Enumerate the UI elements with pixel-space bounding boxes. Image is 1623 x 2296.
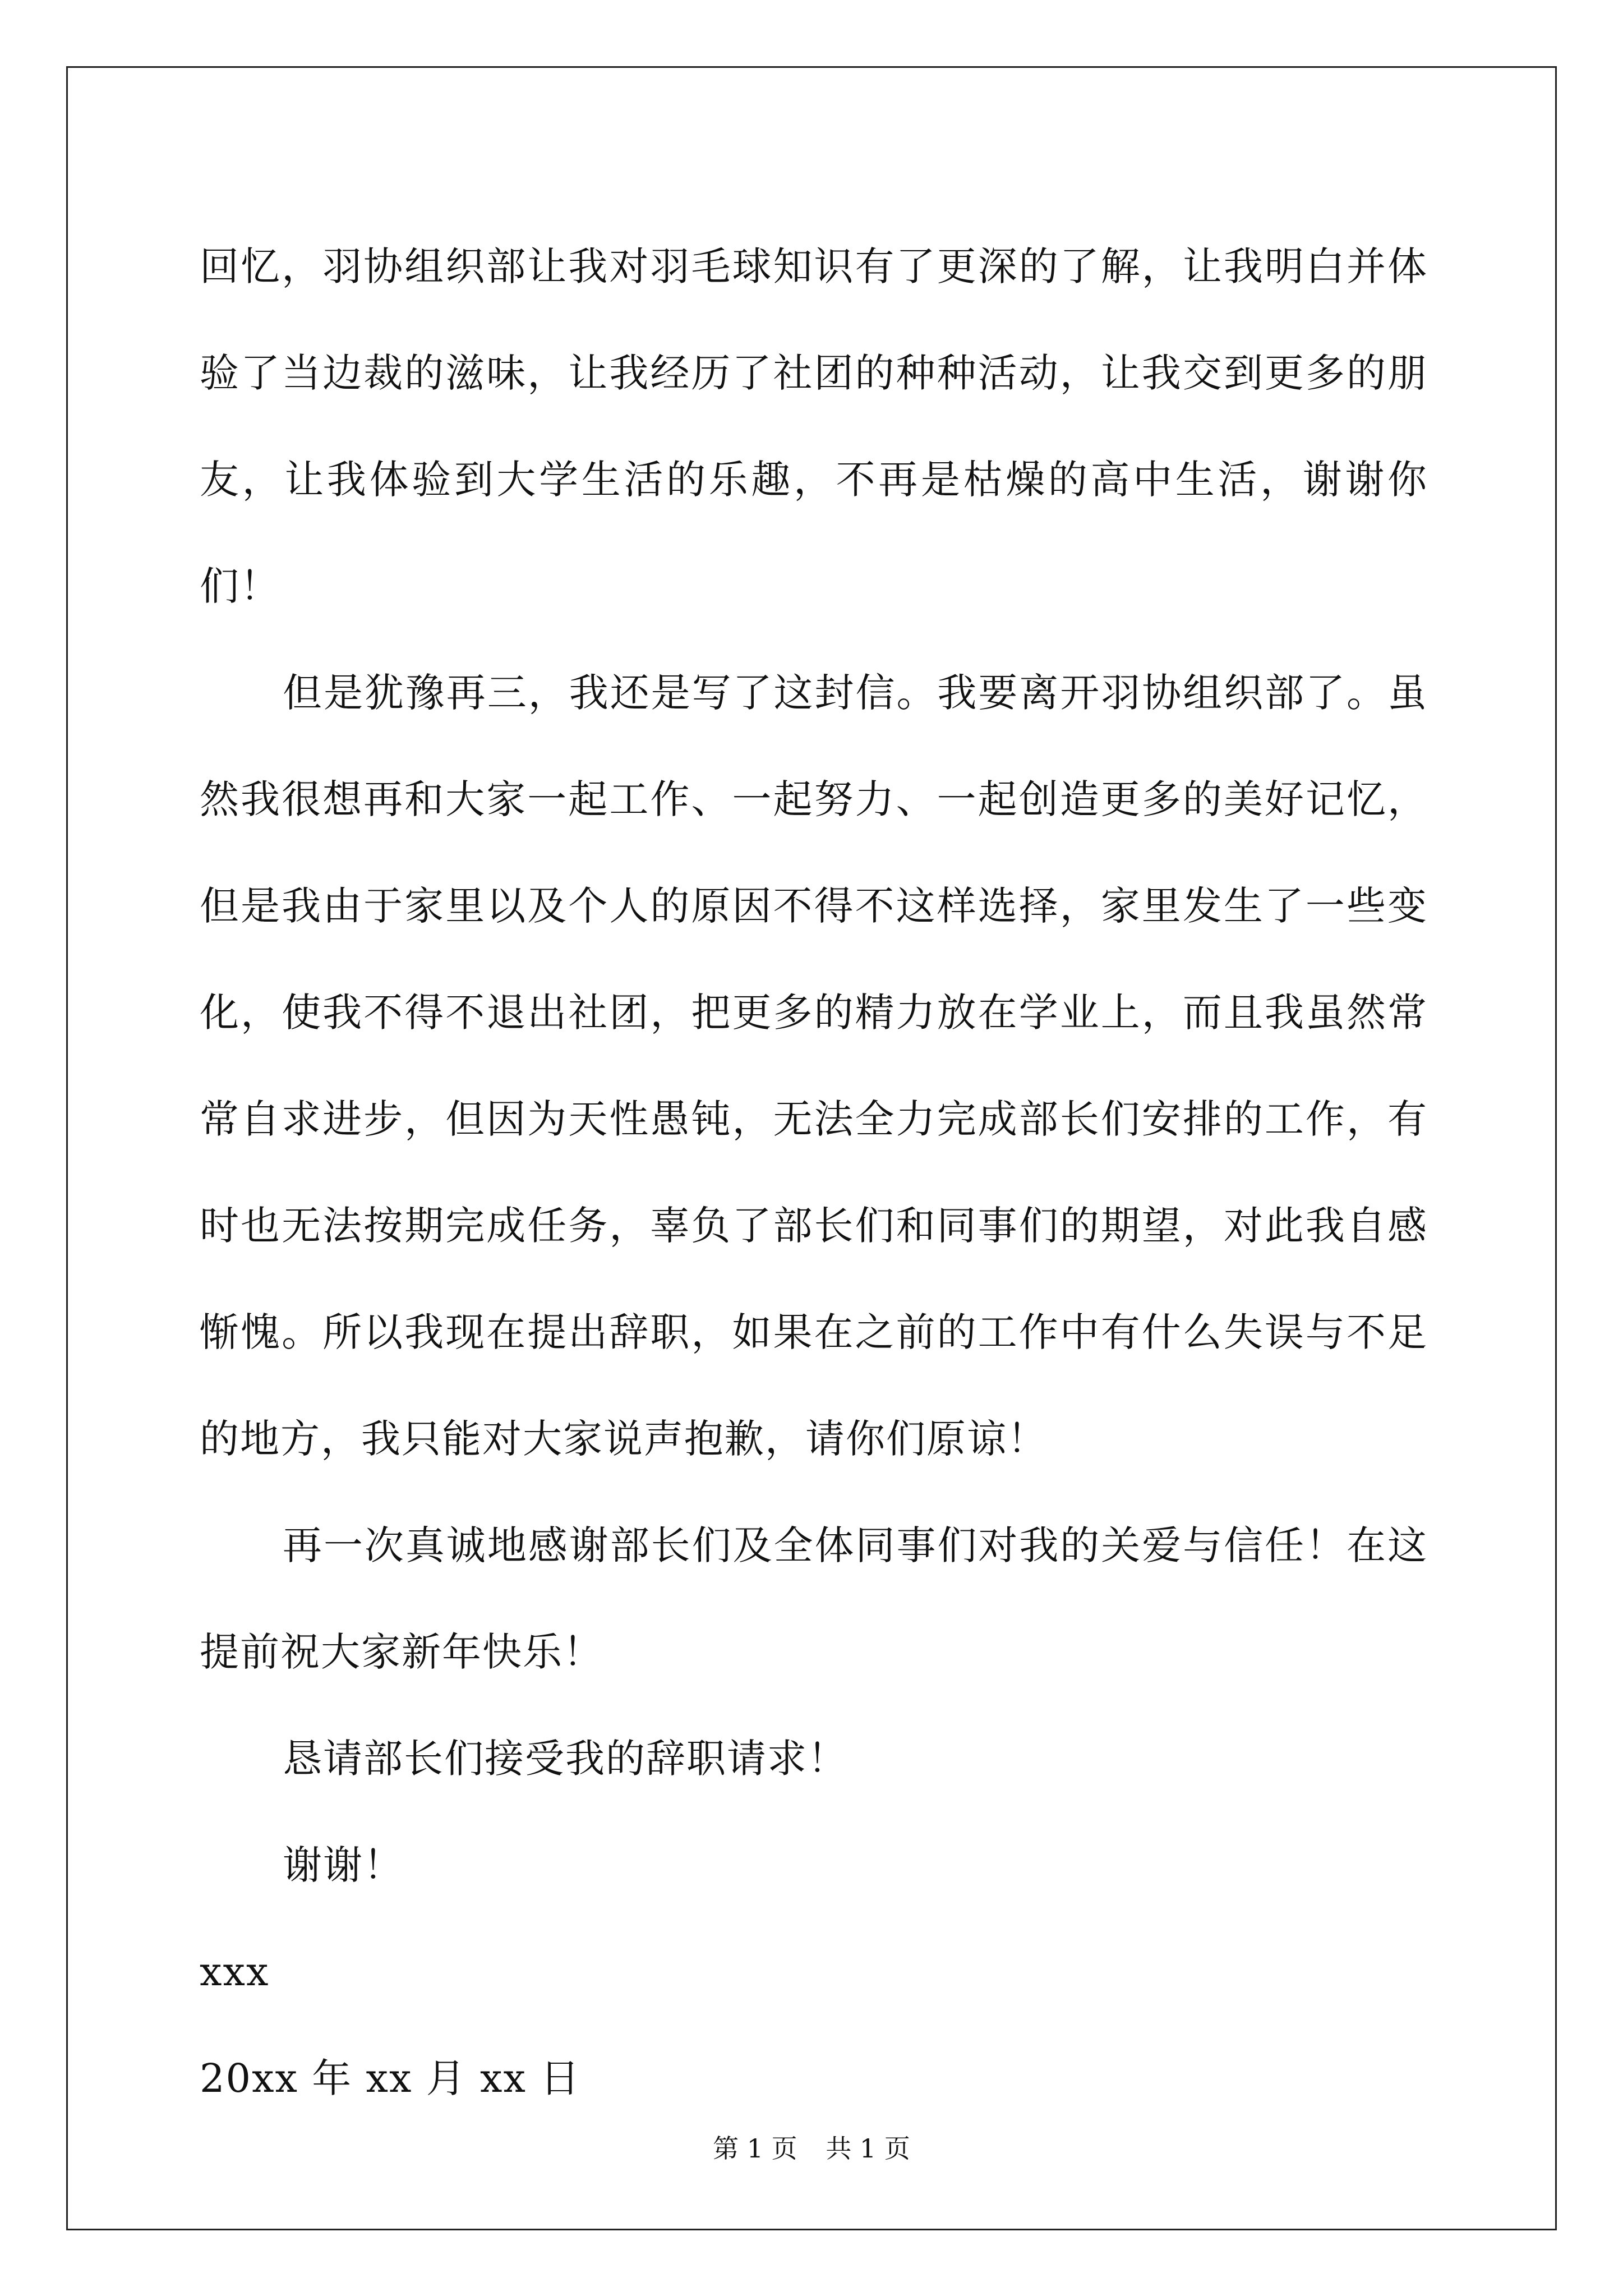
page-number-current: 第 1 页 bbox=[713, 2133, 797, 2164]
signature-date: 20xx 年 xx 月 xx 日 bbox=[200, 2055, 581, 2101]
letter-body bbox=[200, 213, 1428, 2132]
paragraph-5: 谢谢！ bbox=[283, 1842, 404, 1888]
paragraph-1: 回忆，羽协组织部让我对羽毛球知识有了更深的了解，让我明白并体验了当边裁的滋味，让我经历了社团的种种活动，让我交到更多的朋友，让我体验到大学生活的乐趣，不再是枯燥的高中生活，谢谢你们！ bbox=[200, 243, 1428, 609]
paragraph-2: 但是犹豫再三，我还是写了这封信。我要离开羽协组织部了。虽然我很想再和大家一起工作、一起努力、一起创造更多的美好记忆，但是我由于家里以及个人的原因不得不这样选择，家里发生了一些变化，使我不得不退出社团，把更多的精力放在学业上，而且我虽然常常自求进步，但因为天性愚钝，无法全力完成部长们安排的工作，有时也无法按期完成任务，辜负了部长们和同事们的期望，对此我自感惭愧。所以我现在提出辞职，如果在之前的工作中有什么失误与不足的地方，我只能对大家说声抱歉，请你们原谅！ bbox=[200, 670, 1428, 1462]
paragraph-3: 再一次真诚地感谢部长们及全体同事们对我的关爱与信任！在这提前祝大家新年快乐！ bbox=[200, 1522, 1428, 1675]
paragraph-4: 恳请部长们接受我的辞职请求！ bbox=[283, 1736, 848, 1782]
page-footer bbox=[0, 2132, 1623, 2165]
signature-name: xxx bbox=[200, 1949, 270, 1995]
page-number-total: 共 1 页 bbox=[826, 2133, 910, 2164]
